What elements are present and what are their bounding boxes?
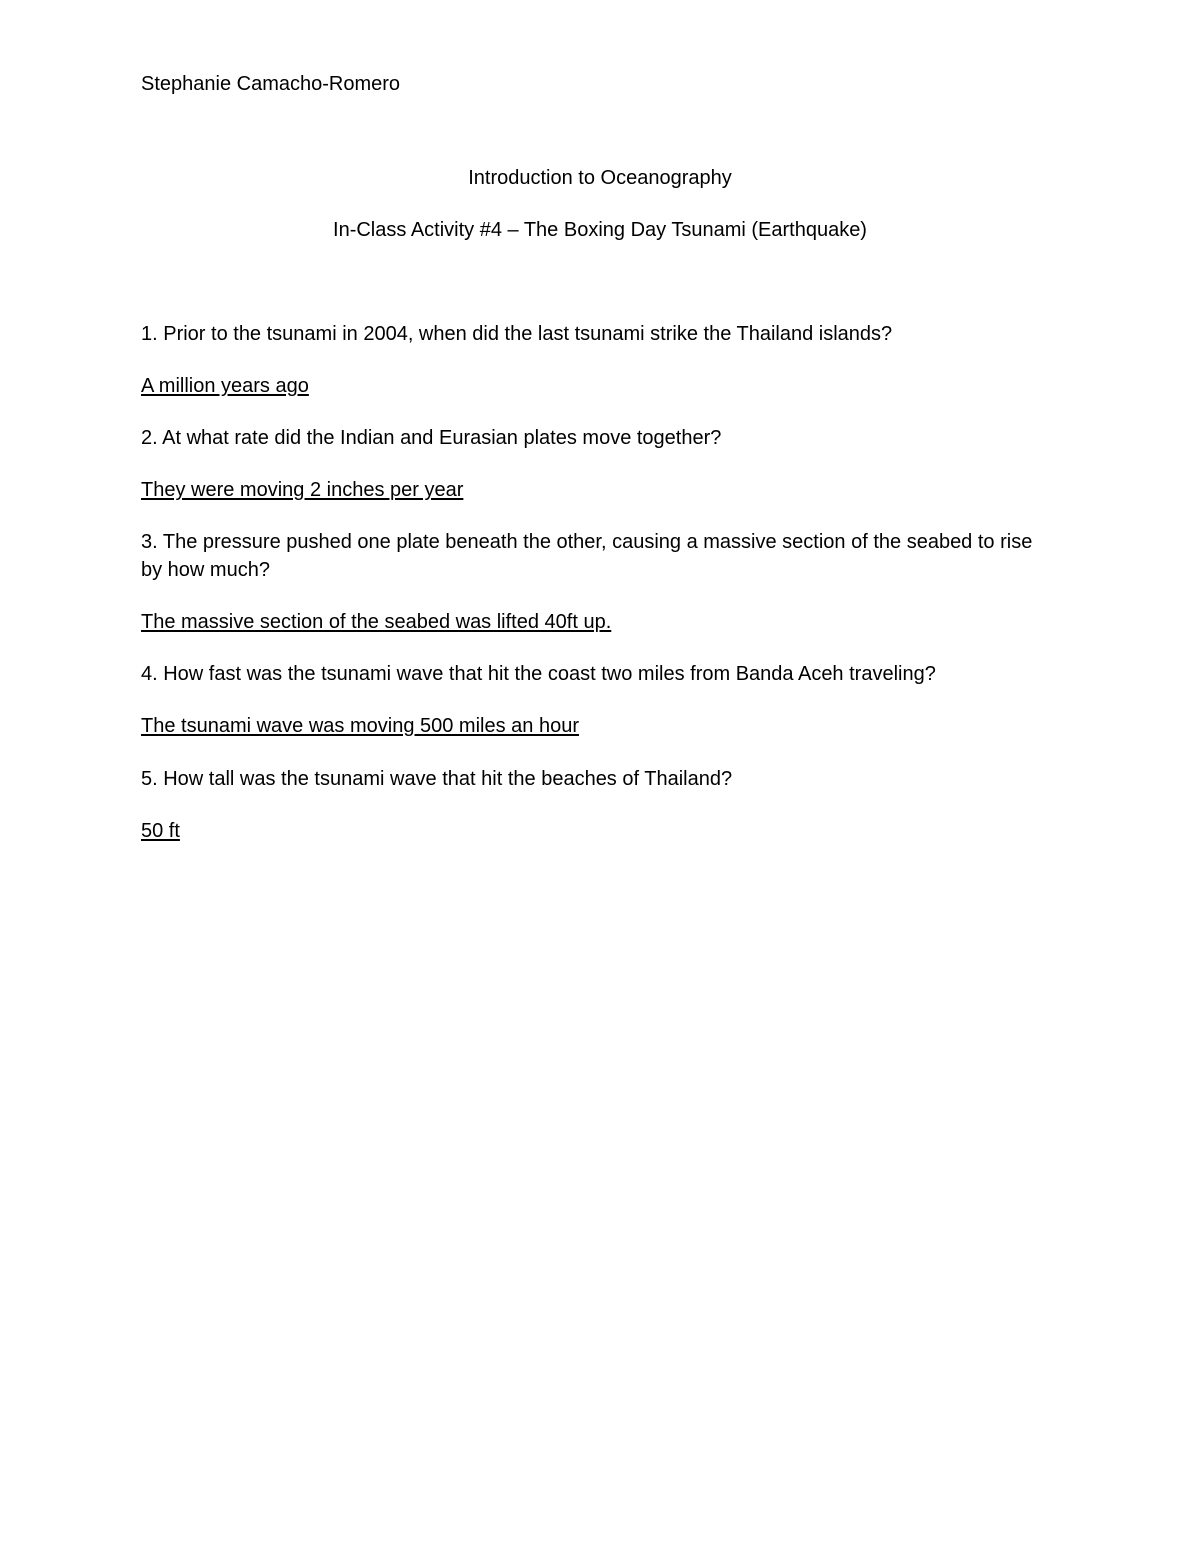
course-title: Introduction to Oceanography (468, 167, 732, 189)
question-4: 4. How fast was the tsunami wave that hit the coast two miles from Banda Aceh traveling? (141, 663, 936, 685)
question-1: 1. Prior to the tsunami in 2004, when did the last tsunami strike the Thailand islands? (141, 323, 893, 345)
author-name: Stephanie Camacho-Romero (141, 73, 401, 95)
answer-3: The massive section of the seabed was lifted 40ft up. (141, 611, 612, 633)
activity-title: In-Class Activity #4 – The Boxing Day Tsunami (Earthquake) (333, 219, 867, 241)
answer-2: They were moving 2 inches per year (141, 479, 464, 501)
answer-5: 50 ft (141, 820, 180, 842)
answer-4: The tsunami wave was moving 500 miles an hour (141, 715, 579, 737)
answer-1: A million years ago (141, 375, 309, 397)
question-3: 3. The pressure pushed one plate beneath the other, causing a massive section of the seabed to rise by how much? (141, 531, 1033, 581)
question-5: 5. How tall was the tsunami wave that hit the beaches of Thailand? (141, 768, 733, 790)
question-2: 2. At what rate did the Indian and Eurasian plates move together? (141, 427, 722, 449)
